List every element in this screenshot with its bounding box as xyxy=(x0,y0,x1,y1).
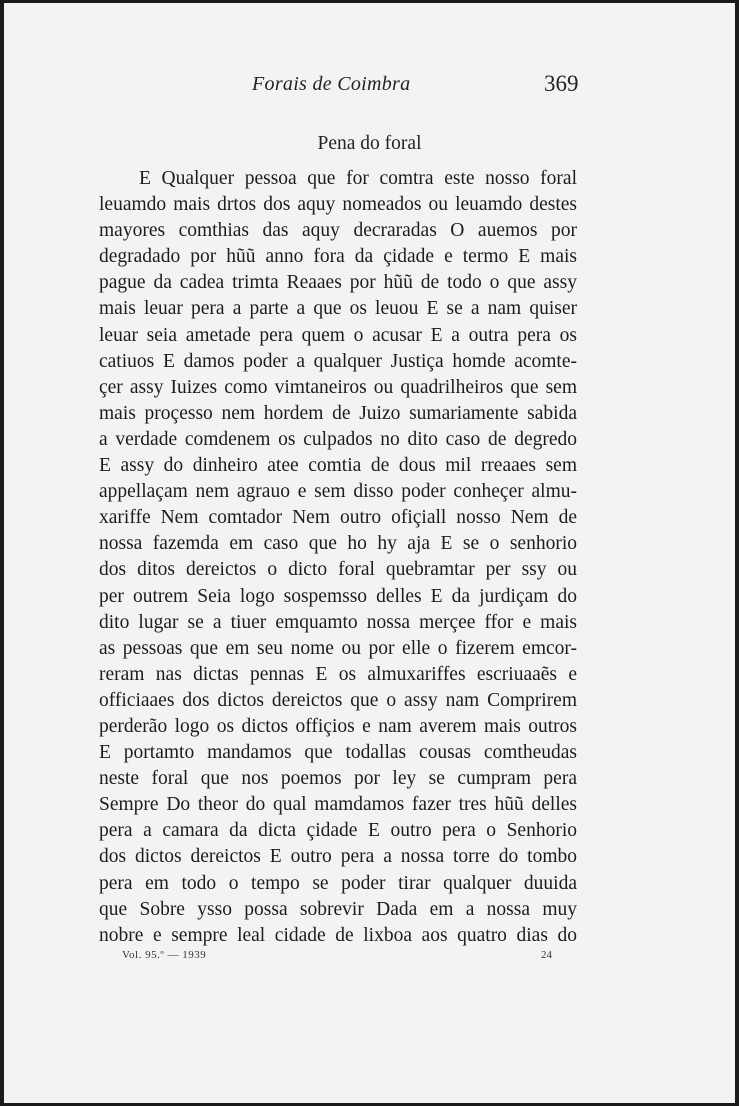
section-title: Pena do foral xyxy=(317,133,422,154)
text-line: pera em todo o tempo se poder tirar qualquer duuida xyxy=(99,872,577,894)
text-line: xariffe Nem comtador Nem outro ofiçiall nosso Nem de xyxy=(99,507,577,529)
text-line: as pessoas que em seu nome ou por elle o fizerem emcor- xyxy=(99,637,577,659)
body-paragraph xyxy=(99,166,577,949)
text-line: mais leuar pera a parte a que os leuou E se a nam quiser xyxy=(99,298,577,320)
text-line: perderão logo os dictos offiçios e nam averem mais outros xyxy=(99,715,577,737)
text-line: Sempre Do theor do qual mamdamos fazer tres hũũ delles xyxy=(99,794,577,816)
text-line: a verdade comdenem os culpados no dito caso de degredo xyxy=(99,428,577,450)
text-line: mayores comthias das aquy decraradas O auemos por xyxy=(99,220,577,242)
text-line: dos dictos dereictos E outro pera a nossa torre do tombo xyxy=(99,846,577,868)
text-line: E portamto mandamos que todallas cousas comtheudas xyxy=(99,742,577,764)
text-line: pera a camara da dicta çidade E outro pera o Senhorio xyxy=(99,820,577,842)
volume-note: Vol. 95.º — 1939 xyxy=(122,949,207,961)
text-line: dito lugar se a tiuer emquamto nossa merçee ffor e mais xyxy=(99,611,577,633)
text-line: E Qualquer pessoa que for comtra este nosso foral xyxy=(139,168,577,189)
text-line: pague da cadea trimta Reaaes por hũũ de todo o que assy xyxy=(99,272,577,294)
text-line: neste foral que nos poemos por ley se cumpram pera xyxy=(99,768,577,790)
text-line: que Sobre ysso possa sobrevir Dada em a nossa muy xyxy=(99,898,577,920)
page-footer xyxy=(4,947,735,967)
book-page xyxy=(4,3,735,1103)
page-header xyxy=(4,69,735,99)
text-line: reram nas dictas pennas E os almuxariffes escriuaaẽs e xyxy=(99,663,577,685)
text-line: mais proçesso nem hordem de Juizo sumariamente sabida xyxy=(99,402,577,424)
text-line: appellaçam nem agrauo e sem disso poder conheçer almu- xyxy=(99,481,577,503)
text-line: dos ditos dereictos o dicto foral quebramtar per ssy ou xyxy=(99,559,577,581)
text-line: per outrem Seia logo sospemsso delles E da jurdiçam do xyxy=(99,585,577,607)
text-line: E assy do dinheiro atee comtia de dous mil rreaaes sem xyxy=(99,455,577,477)
text-line: catiuos E damos poder a qualquer Justiça homde acomte- xyxy=(99,350,577,372)
running-title: Forais de Coimbra xyxy=(252,73,411,95)
text-line: officiaaes dos dictos dereictos que o assy nam Comprirem xyxy=(99,689,577,711)
text-line: nossa fazemda em caso que ho hy aja E se o senhorio xyxy=(99,533,577,555)
text-line: leuamdo mais drtos dos aquy nomeados ou leuamdo destes xyxy=(99,194,577,216)
signature-mark: 24 xyxy=(541,949,552,961)
text-line: nobre e sempre leal cidade de lixboa aos quatro dias do xyxy=(99,924,577,946)
text-line: leuar seia ametade pera quem o acusar E a outra pera os xyxy=(99,324,577,346)
text-line: çer assy Iuizes como vimtaneiros ou quadrilheiros que sem xyxy=(99,376,577,398)
text-line: degradado por hũũ anno fora da çidade e termo E mais xyxy=(99,246,577,268)
page-number: 369 xyxy=(544,71,579,96)
